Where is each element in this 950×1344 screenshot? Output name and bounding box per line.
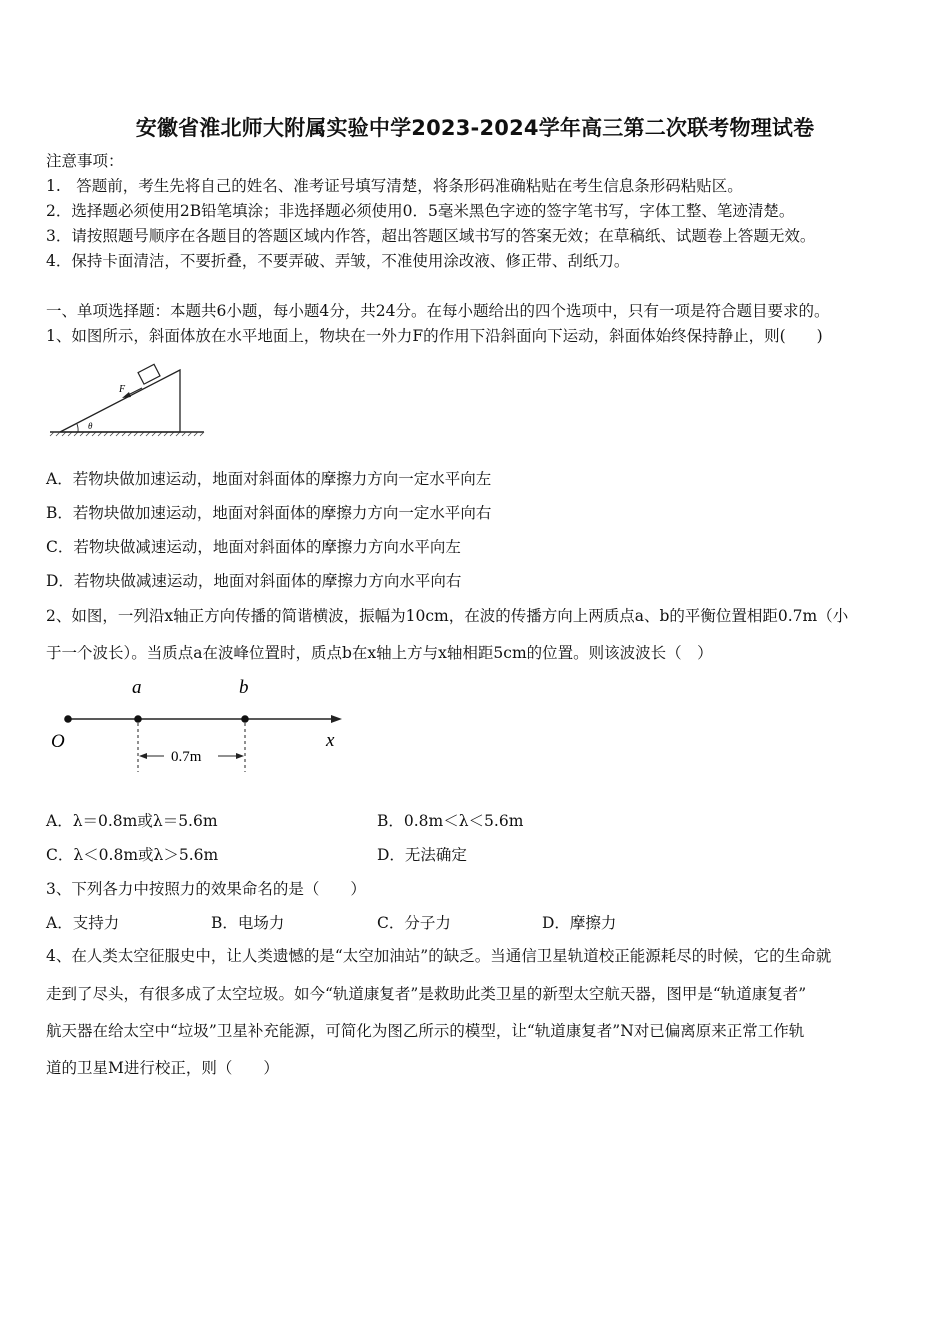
q4-line-4: 道的卫星M进行校正，则（ ） (46, 1059, 279, 1077)
q2-wave-axis-figure (48, 672, 348, 776)
q2-stem-line1: 2、如图，一列沿x轴正方向传播的简谐横波，振幅为10cm，在波的传播方向上两质点a、b的平衡位置相距0.7m（小 (46, 607, 849, 625)
label-b: b (239, 677, 249, 698)
q3-stem: 3、下列各力中按照力的效果命名的是（ ） (46, 880, 366, 898)
q3-option-d: D．摩擦力 (542, 914, 617, 932)
q2-option-b: B．0.8m＜λ＜5.6m (377, 812, 524, 830)
q2-stem-line2: 于一个波长）。当质点a在波峰位置时，质点b在x轴上方与x轴相距5cm的位置。则该波波长（ ） (46, 644, 713, 662)
label-a: a (132, 677, 142, 698)
q4-line-2: 走到了尽头，有很多成了太空垃圾。如今“轨道康复者”是救助此类卫星的新型太空航天器，图甲是“轨道康复者” (46, 985, 807, 1003)
notice-item-1: 1. 答题前，考生先将自己的姓名、准考证号填写清楚，将条形码准确粘贴在考生信息条形码粘贴区。 (46, 177, 743, 195)
notice-heading: 注意事项： (46, 152, 124, 170)
section-heading: 一、单项选择题：本题共6小题，每小题4分，共24分。在每小题给出的四个选项中，只有一项是符合题目要求的。 (46, 302, 830, 320)
label-x: x (326, 730, 335, 751)
q2-option-d: D．无法确定 (377, 846, 467, 864)
q4-line-3: 航天器在给太空中“垃圾”卫星补充能源，可简化为图乙所示的模型，让“轨道康复者”N对已偏离原来正常工作轨 (46, 1022, 805, 1040)
q4-line-1: 4、在人类太空征服史中，让人类遗憾的是“太空加油站”的缺乏。当通信卫星轨道校正能源耗尽的时候，它的生命就 (46, 947, 832, 965)
q1-incline-figure (48, 358, 208, 438)
dim-left-arrow (139, 753, 147, 759)
angle-arc (77, 424, 78, 432)
q1-option-a: A．若物块做加速运动，地面对斜面体的摩擦力方向一定水平向左 (46, 470, 492, 488)
q2-option-c: C．λ＜0.8m或λ＞5.6m (46, 846, 219, 864)
notice-item-3: 3．请按照题号顺序在各题目的答题区域内作答，超出答题区域书写的答案无效；在草稿纸、试题卷上答题无效。 (46, 227, 816, 245)
block (138, 364, 160, 384)
q3-option-b: B．电场力 (211, 914, 285, 932)
q3-option-a: A．支持力 (46, 914, 120, 932)
notice-item-4: 4．保持卡面清洁，不要折叠，不要弄破、弄皱，不准使用涂改液、修正带、刮纸刀。 (46, 252, 630, 270)
q1-option-d: D．若物块做减速运动，地面对斜面体的摩擦力方向水平向右 (46, 572, 462, 590)
angle-label: θ (88, 421, 93, 431)
force-label: F (119, 384, 126, 395)
q2-option-a: A．λ＝0.8m或λ＝5.6m (46, 812, 218, 830)
dim-right-arrow (236, 753, 244, 759)
x-axis-arrow (331, 715, 342, 723)
label-origin: O (51, 731, 65, 752)
incline-body (60, 370, 180, 432)
q1-stem: 1、如图所示，斜面体放在水平地面上，物块在一外力F的作用下沿斜面向下运动，斜面体始终保持静止，则( ) (46, 327, 823, 345)
distance-label: 0.7m (171, 749, 202, 765)
page-title: 安徽省淮北师大附属实验中学2023-2024学年高三第二次联考物理试卷 (135, 116, 815, 140)
notice-item-2: 2．选择题必须使用2B铅笔填涂；非选择题必须使用0．5毫米黑色字迹的签字笔书写，字体工整、笔迹清楚。 (46, 202, 795, 220)
q1-option-c: C．若物块做减速运动，地面对斜面体的摩擦力方向水平向左 (46, 538, 461, 556)
point-b (241, 715, 249, 723)
q3-option-c: C．分子力 (377, 914, 451, 932)
origin-point (64, 715, 72, 723)
point-a (134, 715, 142, 723)
q1-option-b: B．若物块做加速运动，地面对斜面体的摩擦力方向一定水平向右 (46, 504, 492, 522)
